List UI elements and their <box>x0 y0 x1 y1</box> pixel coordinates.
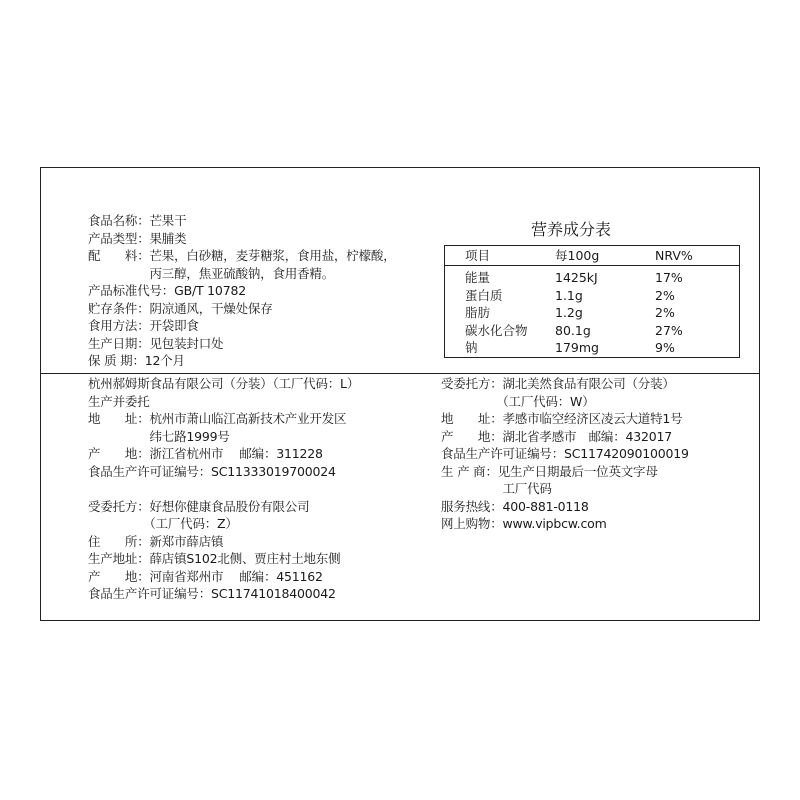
nutrition-item-nrv: 17% <box>655 270 683 285</box>
left-block-line: 食品生产许可证编号：SC11741018400042 <box>88 586 336 601</box>
right-block-line: 生 产 商：见生产日期最后一位英文字母 <box>441 463 658 479</box>
product-info-production-date: 生产日期：见包装封口处 <box>88 335 224 351</box>
nutrition-item-name: 钠 <box>465 340 478 355</box>
nutrition-header-cell: 每100g <box>555 248 600 263</box>
nutrition-item-nrv: 9% <box>655 340 675 355</box>
nutrition-item-value: 179mg <box>555 340 599 355</box>
nutrition-header-cell: 项目 <box>465 248 491 263</box>
section-divider <box>41 373 759 374</box>
nutrition-table <box>444 245 740 358</box>
product-info-type: 产品类型：果脯类 <box>88 230 187 246</box>
nutrition-item-nrv: 27% <box>655 322 683 338</box>
left-block-line: （工厂代码：Z） <box>88 516 238 531</box>
left-block-line: 受委托方：好想你健康食品股份有限公司 <box>88 498 310 514</box>
product-info-usage: 食用方法：开袋即食 <box>88 318 199 333</box>
right-block-line: 服务热线：400-881-0118 <box>441 498 589 514</box>
product-info-ingredients-2: 丙三醇，焦亚硫酸钠，食用香精。 <box>88 265 335 281</box>
left-block-line: 纬七路1999号 <box>88 428 230 444</box>
left-block-line: 食品生产许可证编号：SC11333019700024 <box>88 463 336 479</box>
right-block-line: 网上购物：www.vipbcw.com <box>441 516 607 531</box>
nutrition-item-nrv: 2% <box>655 287 675 303</box>
left-block-line: 地 址：杭州市萧山临江高新技术产业开发区 <box>88 411 347 426</box>
left-block-line: 生产地址：薛店镇S102北侧、贾庄村土地东侧 <box>88 551 341 566</box>
nutrition-item-name: 脂肪 <box>465 305 491 320</box>
left-block-line: 产 地：浙江省杭州市 邮编：311228 <box>88 446 323 461</box>
nutrition-item-nrv: 2% <box>655 305 675 320</box>
right-block-line: 地 址：孝感市临空经济区凌云大道特1号 <box>441 411 683 426</box>
product-info-standard: 产品标准代号：GB/T 10782 <box>88 283 246 298</box>
product-info-name: 食品名称：芒果干 <box>88 213 187 228</box>
nutrition-item-name: 碳水化合物 <box>465 322 528 338</box>
right-block-line: 受委托方：湖北美然食品有限公司（分装） <box>441 376 675 391</box>
product-info-shelf-life: 保 质 期：12个月 <box>88 353 185 368</box>
nutrition-header-cell: NRV% <box>655 248 693 263</box>
right-block-line: （工厂代码：W） <box>441 393 595 409</box>
nutrition-item-value: 1425kJ <box>555 270 598 285</box>
left-block-line: 杭州郝姆斯食品有限公司（分装）（工厂代码：L） <box>88 376 360 391</box>
right-block-line: 产 地：湖北省孝感市 邮编：432017 <box>441 428 673 444</box>
nutrition-table-title: 营养成分表 <box>531 220 612 239</box>
left-block-line: 生产并委托 <box>88 393 150 409</box>
product-info-ingredients-1: 配 料：芒果，白砂糖，麦芽糖浆，食用盐，柠檬酸， <box>88 248 396 263</box>
food-label-panel <box>40 167 760 621</box>
nutrition-item-value: 1.1g <box>555 287 583 303</box>
nutrition-item-value: 1.2g <box>555 305 583 320</box>
right-block-line: 工厂代码 <box>441 481 552 496</box>
left-block-line: 住 所：新郑市薛店镇 <box>88 533 224 549</box>
nutrition-item-value: 80.1g <box>555 322 591 338</box>
nutrition-item-name: 能量 <box>465 270 491 285</box>
nutrition-item-name: 蛋白质 <box>465 287 503 303</box>
left-block-line: 产 地：河南省郑州市 邮编：451162 <box>88 568 323 584</box>
right-block-line: 食品生产许可证编号：SC11742090100019 <box>441 446 689 461</box>
product-info-storage: 贮存条件：阴凉通风，干燥处保存 <box>88 300 273 316</box>
nutrition-header-rule <box>445 265 739 266</box>
